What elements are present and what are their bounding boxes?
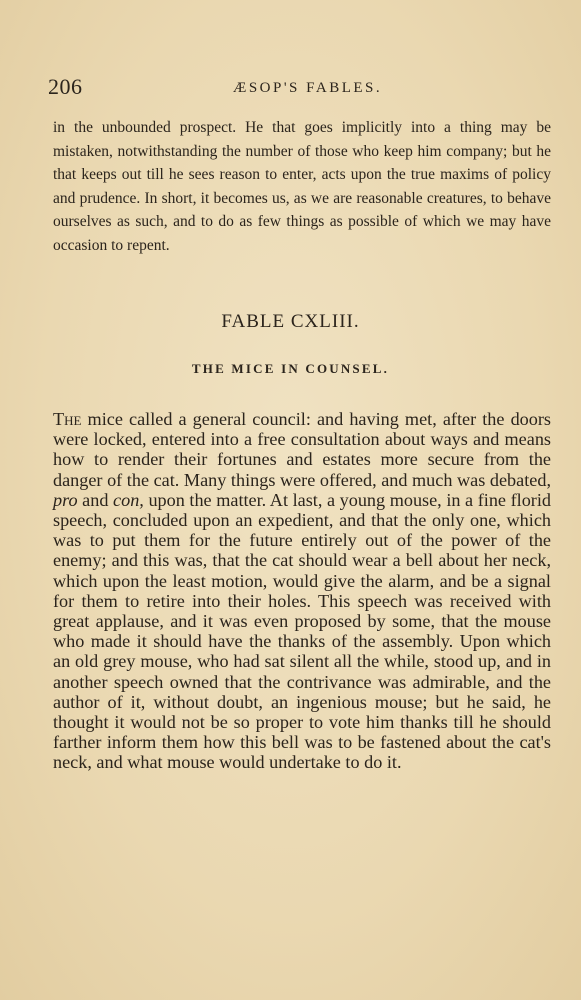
fable-and-word: and bbox=[77, 489, 114, 510]
fable-text-part2: upon the matter. At last, a young mouse, in a fine florid speech, concluded upon an expedient, and that the only one, which was to put them for the future entirely out of the power of the enemy; and this was, that the cat should wear a bell about her neck, which upon the least motion, would give the alarm, and be a signal for them to retire into their holes. This speech was received with great applause, and it was even proposed by some, that the mouse who made it should have the thanks of the assembly. Upon which an old grey mouse, who had sat silent all the while, stood up, and in another speech owned that the contrivance was admirable, and the author of it, without doubt, an ingenious mouse; but he said, he thought it would not be so proper to vote him thanks till he should farther inform them how this bell was to be fastened about the cat's neck, and what mouse would undertake to do it. bbox=[53, 489, 551, 773]
fable-lead-word: The bbox=[53, 409, 82, 429]
running-head: ÆSOP'S FABLES. bbox=[233, 80, 383, 96]
fable-body bbox=[53, 409, 551, 773]
intro-paragraph: in the unbounded prospect. He that goes implicitly into a thing may be mistaken, notwithstanding the number of those who keep him company; but he that keeps out till he sees reason to enter, acts upon the true maxims of policy and prudence. In short, it becomes us, as we are reasonable creatures, to behave ourselves as such, and to do as few things as possible of which we may have occasion to repent. bbox=[53, 119, 551, 254]
fable-italic-pro: pro bbox=[53, 489, 78, 510]
page-number: 206 bbox=[48, 74, 83, 99]
fable-title: THE MICE IN COUNSEL. bbox=[191, 361, 390, 376]
page-header bbox=[48, 74, 558, 104]
fable-text-part1: mice called a general council: and having met, after the doors were locked, entered into a free consultation about ways and means how to render their fortunes and estates more secure from the danger of the cat. Many things were offered, and much was debated, bbox=[53, 409, 551, 490]
fable-italic-con: con, bbox=[113, 489, 144, 510]
fable-number: FABLE CXLIII. bbox=[221, 311, 360, 332]
